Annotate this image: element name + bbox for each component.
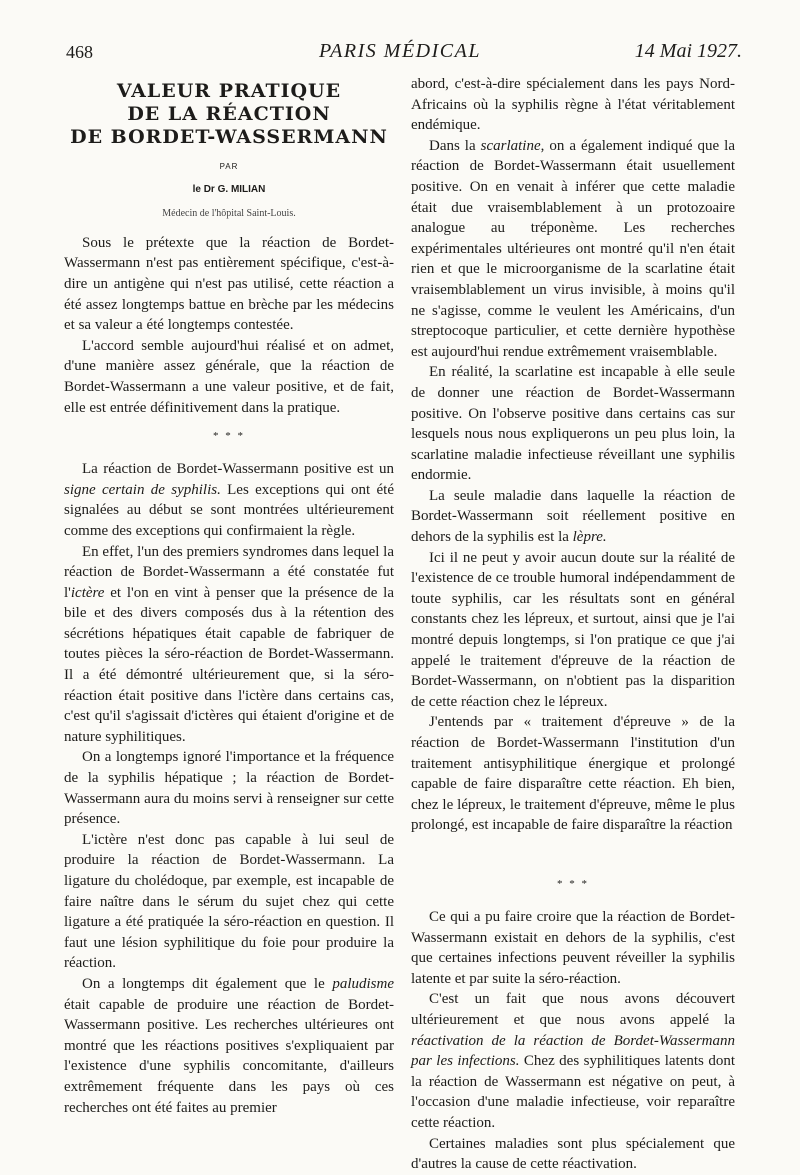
spacer	[411, 836, 735, 866]
section-separator: * * *	[557, 877, 589, 890]
paragraph: Certaines maladies sont plus spécialement que d'autres la cause de cette réactivation.	[411, 1135, 735, 1173]
issue-date: 14 Mai 1927.	[634, 40, 742, 62]
left-column	[64, 74, 394, 1118]
paragraph: J'entends par « traitement d'épreuve » de la réaction de Bordet-Wassermann l'institution d'un traitement antisyphilitique énergique et prolongé capable de faire disparaître cette réaction. Eh bien, chez le lépreux, le traitement d'épreuve, même le plus prolongé, est incapable de faire disparaître la réaction	[411, 714, 735, 834]
paragraph: Ici il ne peut y avoir aucun doute sur la réalité de l'existence de ce trouble humoral indépendamment de toute syphilis, car les résultats sont en général constants chez les lépreux, et surtout, ainsi que je l'ai montré depuis longtemps, si l'on pratique ce que j'ai appelé le traitement d'épreuve de la réaction de Bordet-Wassermann, on n'obtient pas la disparition de cette réaction chez le lépreux.	[411, 549, 735, 710]
emphasis: réactivation de la réaction de Bordet-Wassermann par les infections.	[411, 1032, 735, 1070]
paragraph: L'accord semble aujourd'hui réalisé et on admet, d'une manière assez générale, que la réaction de Bordet-Wassermann a une valeur positive, et de fait, elle est entrée définitivement dans la pratique.	[64, 337, 394, 416]
paragraph: La réaction de Bordet-Wassermann positive est un signe certain de syphilis. Les exceptions qui ont été signalées au début se sont montrées ultérieurement comme des exceptions qui confirmaient la règle.	[64, 461, 394, 539]
paragraph: En réalité, la scarlatine est incapable à elle seule de donner une réaction de Bordet-Wassermann positive. On l'observe positive dans certains cas sur lesquels nous nous expliquerons un peu plus loin, la scarlatine maladie infectieuse réveillant une syphilis endormie.	[411, 364, 735, 484]
section-separator: * * *	[213, 430, 245, 443]
article-title	[64, 80, 394, 149]
paragraph: On a longtemps ignoré l'importance et la fréquence de la syphilis hépatique ; la réaction de Bordet-Wassermann aura du moins servi à renseigner sur cette présence.	[64, 749, 394, 828]
paragraph: L'ictère n'est donc pas capable à lui seul de produire la réaction de Bordet-Wassermann. La ligature du cholédoque, par exemple, est incapable de faire naître dans le sérum du sujet chez qui cette ligature a été pratiquée la séro-réaction en question. Il faut une lésion syphilitique du foie pour produire la réaction.	[64, 831, 394, 972]
paragraph: C'est un fait que nous avons découvert ultérieurement et que nous avons appelé la réactivation de la réaction de Bordet-Wassermann par les infections. Chez des syphilitiques latents dont la réaction de Wassermann est négative on peut, à l'occasion d'une maladie infectieuse, voir reparaître cette réaction.	[411, 991, 735, 1131]
paragraph: La seule maladie dans laquelle la réaction de Bordet-Wassermann soit réellement positive en dehors de la syphilis est la lèpre.	[411, 487, 735, 546]
emphasis: paludisme	[332, 975, 394, 992]
author-name: le Dr G. MILIAN	[192, 183, 266, 195]
journal-title: PARIS MÉDICAL	[319, 40, 481, 62]
title-line-3: DE BORDET-WASSERMANN	[70, 126, 388, 148]
emphasis: signe certain de syphilis.	[64, 481, 221, 498]
paragraph: Dans la scarlatine, on a également indiqué que la réaction de Bordet-Wassermann était usuellement positive. On en venait à inférer que cette maladie était due vraisemblablement à un protozoaire analogue au tréponème. Les recherches expérimentales ultérieures ont montré qu'il n'en était rien et que le microorganisme de la scarlatine était vraisemblablement un virus invisible, à moins qu'il ne s'agisse, comme le veulent les Américains, d'un streptocoque particulier, et cette dernière hypothèse est aujourd'hui rendue extrêmement vraisemblable.	[411, 137, 735, 360]
byline-par: PAR	[219, 162, 239, 171]
page-number: 468	[66, 42, 93, 62]
paragraph: Ce qui a pu faire croire que la réaction de Bordet-Wassermann existait en dehors de la syphilis, c'est que certaines infections peuvent réveiller la syphilis latente et par suite la séro-réaction.	[411, 908, 735, 987]
emphasis: scarlatine	[480, 137, 541, 154]
emphasis: lèpre.	[572, 529, 607, 546]
author-affiliation: Médecin de l'hôpital Saint-Louis.	[162, 208, 296, 220]
emphasis: ictère	[70, 584, 105, 601]
running-header	[0, 40, 800, 70]
paragraph: On a longtemps dit également que le paludisme était capable de produire une réaction de Bordet-Wassermann positive. Les recherches ultérieures ont montré que les réactions positives s'expliquaient par l'existence d'une syphilis concomitante, d'ailleurs extrêmement fréquente dans les pays où ces recherches ont été faites au premier	[64, 975, 394, 1116]
paragraph: En effet, l'un des premiers syndromes dans lequel la réaction de Bordet-Wassermann a été constatée fut l'ictère et l'on en vint à penser que la présence de la bile et des divers composés dus à la rétention des sécrétions hépatiques était capable de fabriquer de toutes pièces la séro-réaction de Bordet-Wassermann. Il a été démontré ultérieurement que, si la séro-réaction était positive dans l'ictère dans certains cas, c'est qu'il s'agissait d'ictères qui étaient d'origine et de nature syphilitiques.	[64, 543, 394, 745]
title-line-2: DE LA RÉACTION	[127, 103, 331, 125]
right-column	[411, 74, 735, 1175]
title-line-1: VALEUR PRATIQUE	[116, 80, 342, 102]
paragraph: abord, c'est-à-dire spécialement dans les pays Nord-Africains où la syphilis règne à l'état véritablement endémique.	[411, 76, 735, 134]
paragraph: Sous le prétexte que la réaction de Bordet-Wassermann n'est pas entièrement spécifique, c'est-à-dire un antigène qui n'est pas utilisé, cette réaction a été assez longtemps battue en brèche par les médecins et sa valeur a été longtemps contestée.	[64, 234, 394, 334]
